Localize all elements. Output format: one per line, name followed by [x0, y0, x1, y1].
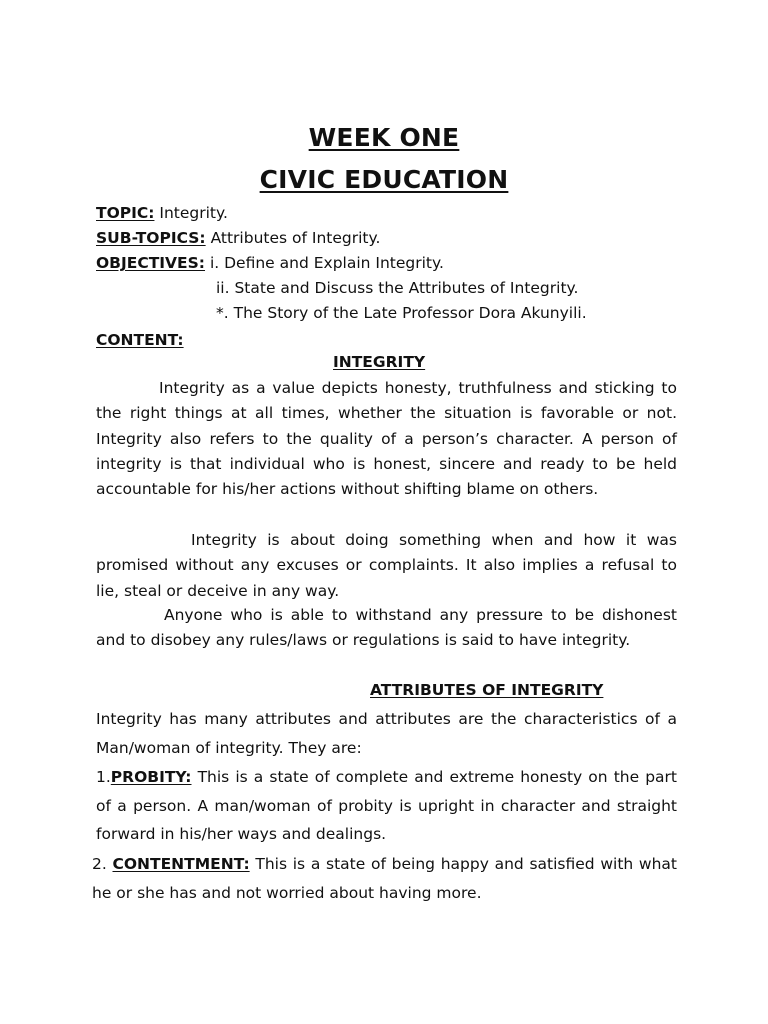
subtopics-label: SUB-TOPICS: — [96, 229, 206, 247]
subject-title: CIVIC EDUCATION — [259, 165, 509, 194]
objective-item-3: *. The Story of the Late Professor Dora Akunyili. — [216, 304, 587, 322]
attribute-text: This is a state of being happy and satisfied with what he or she has and not worried about having more. — [92, 855, 677, 902]
topic-line — [96, 203, 228, 223]
attributes-intro: Integrity has many attributes and attributes are the characteristics of a Man/woman of integrity. They are: — [96, 710, 677, 757]
topic-label: TOPIC: — [96, 204, 155, 222]
objective-item-1: i. Define and Explain Integrity. — [209, 254, 444, 272]
content-line — [96, 330, 184, 350]
integrity-heading: INTEGRITY — [333, 353, 426, 371]
attribute-label: CONTENTMENT: — [112, 855, 250, 873]
attribute-item-probity — [96, 763, 677, 849]
objectives-line — [96, 253, 444, 273]
objectives-label: OBJECTIVES: — [96, 254, 206, 272]
attribute-text: This is a state of complete and extreme honesty on the part of a person. A man/woman of probity is upright in character and straight forward in his/her ways and dealings. — [96, 768, 677, 844]
week-title: WEEK ONE — [308, 123, 460, 152]
attribute-label: PROBITY: — [110, 768, 192, 786]
content-label: CONTENT: — [96, 331, 184, 349]
integrity-paragraph-2: Integrity is about doing something when and how it was promised without any excuses or complaints. It also implies a refusal to lie, steal or deceive in any way. — [96, 531, 677, 600]
attribute-item-contentment — [92, 850, 677, 907]
attribute-number: 1. — [96, 768, 111, 786]
integrity-paragraph-3: Anyone who is able to withstand any pressure to be dishonest and to disobey any rules/laws or regulations is said to have integrity. — [96, 606, 677, 650]
subtopics-value: Attributes of Integrity. — [210, 229, 381, 247]
subtopics-line — [96, 228, 380, 248]
objective-item-2: ii. State and Discuss the Attributes of Integrity. — [216, 279, 579, 297]
integrity-paragraph-1: Integrity as a value depicts honesty, truthfulness and sticking to the right things at all times, whether the situation is favorable or not. Integrity also refers to the quality of a person’s character. A person of integrity is that individual who is honest, sincere and ready to be held accountable for his/her actions without shifting blame on others. — [96, 379, 677, 499]
attribute-number: 2. — [92, 855, 113, 873]
attributes-heading: ATTRIBUTES OF INTEGRITY — [370, 681, 604, 699]
topic-value: Integrity. — [159, 204, 228, 222]
